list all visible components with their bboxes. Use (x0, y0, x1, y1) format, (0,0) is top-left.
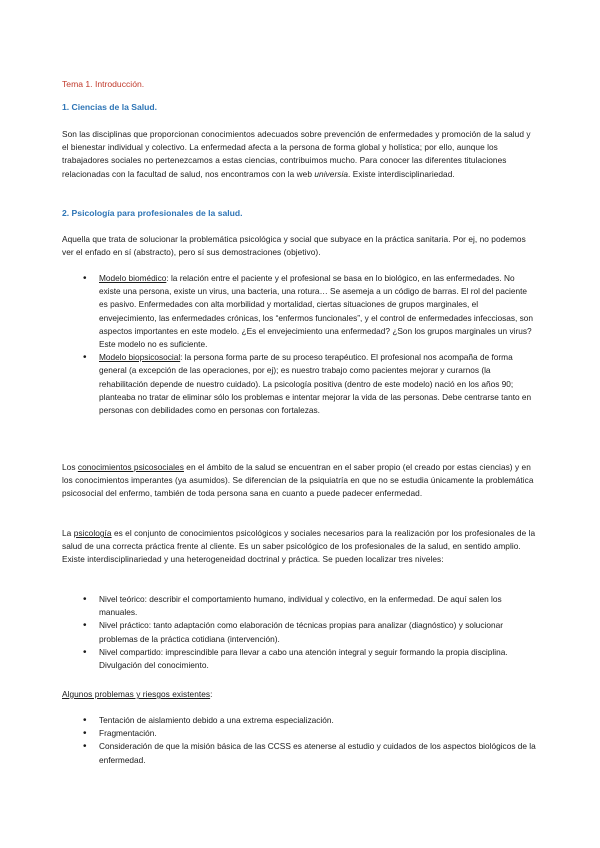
list-item: • Nivel teórico: describir el comportamiento humano, individual y colectivo, en la enfermedad. De aquí salen los manuales. (62, 593, 538, 619)
underlined-term: psicología (73, 528, 112, 538)
problems-heading (62, 688, 538, 701)
psychology-paragraph (62, 527, 538, 567)
paragraph-text: es el conjunto de conocimientos psicológicos y sociales necesarios para la realización por los profesionales de la salud de una correcta práctica frente al cliente. Es un saber psicológico de los profesionales de la salud, en sentido amplio. Existe interdisciplinariedad y una heterogeneidad doctrinal y práctica. Se pueden localizar tres niveles: (62, 528, 536, 565)
document-title: Tema 1. Introducción. (62, 79, 145, 89)
list-item (62, 272, 538, 351)
model-term: Modelo biopsicosocial (99, 352, 181, 363)
underlined-term: Algunos problemas y riesgos existentes (62, 689, 211, 699)
section-1-heading: 1. Ciencias de la Salud. (62, 102, 158, 112)
section-2-heading: 2. Psicología para profesionales de la salud. (62, 208, 243, 218)
web-name: universia (314, 168, 349, 179)
paragraph-text: en el ámbito de la salud se encuentran en el saber propio (el creado por estas ciencias) y en los conocimientos imperantes (ya asumidos). Se diferencian de la psiquiatría en que no se estudia únicamente la problemática psicosocial del enfermo, también de toda persona sana en cuanto a puede padecer enfermedad. (62, 462, 534, 499)
list-item: • Fragmentación. (62, 727, 538, 740)
paragraph-text-end: . Existe interdisciplinariedad. (348, 168, 455, 179)
problems-list (62, 714, 538, 767)
section-2-intro: Aquella que trata de solucionar la problemática psicológica y social que subyace en la práctica sanitaria. Por ej, no podemos ver el enfado en sí (abstracto), pero sí sus demostraciones (objetivo). (62, 234, 526, 258)
paragraph-text: La (62, 528, 72, 538)
section-1-paragraph (62, 128, 538, 181)
underlined-term: conocimientos psicosociales (77, 462, 184, 472)
list-item: • Tentación de aislamiento debido a una extrema especialización. (62, 714, 538, 727)
list-item: • Nivel práctico: tanto adaptación como elaboración de técnicas propias para analizar (diagnóstico) y solucionar problemas de la práctica cotidiana (intervención). (62, 619, 538, 645)
models-list (62, 272, 538, 417)
model-text: : la persona forma parte de su proceso terapéutico. El profesional nos acompaña de forma general (a excepción de las operaciones, por ej); es nuestro trabajo como pacientes mejorar y curarnos (la rehabilitación depende de nuestro cuidado). La psicología positiva (dentro de este modelo) nació en los años 90; planteaba no tratar de eliminar sólo los problemas e intentar mejorar la vida de las personas. Debe centrarse tanto en personas con debilidades como en personas con fortalezas. (99, 352, 532, 416)
paragraph-text: Los (62, 462, 76, 472)
list-item: • Consideración de que la misión básica de las CCSS es atenerse al estudio y cuidados de los aspectos biológicos de la enfermedad. (62, 740, 538, 766)
paragraph-text: Son las disciplinas que proporcionan conocimientos adecuados sobre prevención de enfermedades y promoción de la salud y el bienestar individual y colectivo. La enfermedad afecta a la persona de forma global y holística; por ello, aunque los trabajadores sociales no pertenezcamos a estas ciencias, contribuimos mucho. Para conocer las diferentes titulaciones relacionadas con la facultad de salud, nos encontramos con la web (62, 129, 531, 179)
model-term: Modelo biomédico (99, 273, 167, 283)
list-item: • Nivel compartido: imprescindible para llevar a cabo una atención integral y seguir formando la propia disciplina. Divulgación del conocimiento. (62, 646, 538, 672)
heading-colon: : (210, 689, 213, 699)
model-text: : la relación entre el paciente y el profesional se basa en lo biológico, en las enfermedades. No existe una persona, existe un virus, una bacteria, una rotura… Se asemeja a un código de barras. El rol del paciente es pasivo. Enfermedades con alta morbilidad y mortalidad, ciertas situaciones de grupos marginales, el envejecimiento, las enfermedades crónicas, los “enfermos funcionales”, y el control de enfermedades infecciosas, son aspectos importantes en este modelo. ¿Es el envejecimiento una enfermedad? ¿Son los grupos marginales un virus? Este modelo no es suficiente. (99, 273, 533, 350)
levels-list (62, 593, 538, 672)
psychosocial-paragraph (62, 461, 538, 501)
list-item (62, 351, 538, 417)
